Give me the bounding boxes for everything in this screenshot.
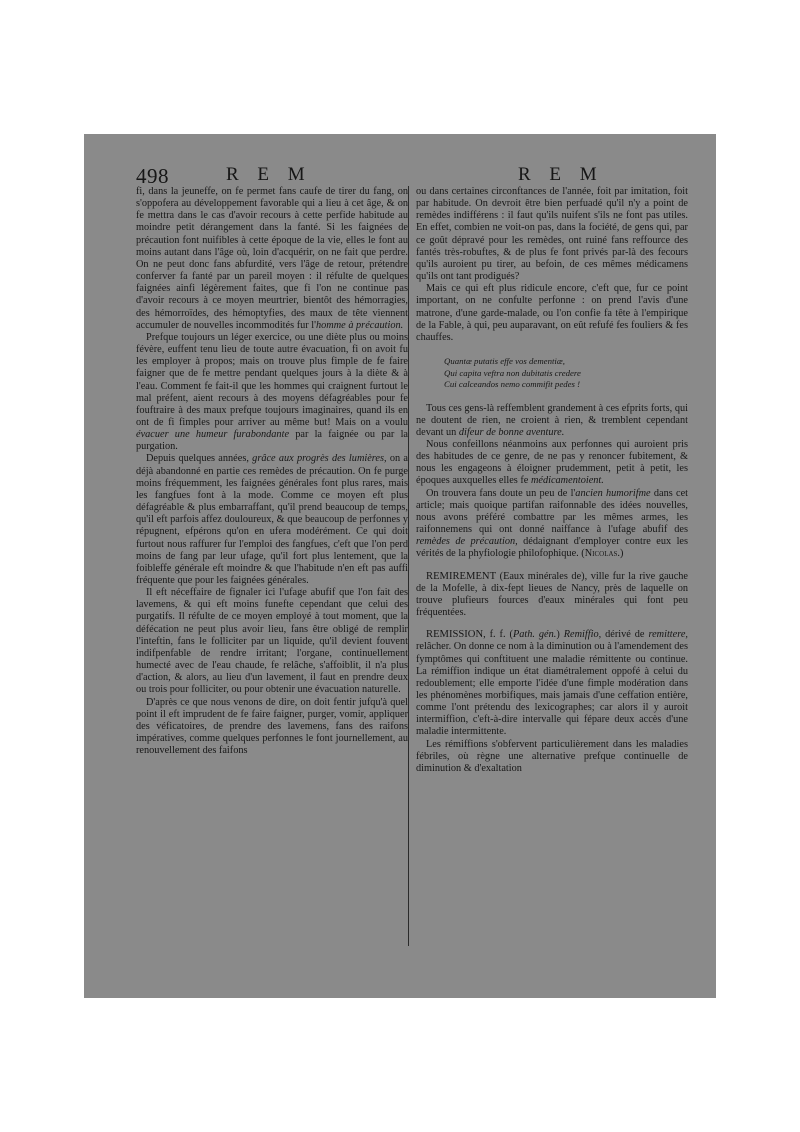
paragraph: Nous confeillons néanmoins aux perfonnes qui auroient pris des habitudes de ce genre, de ne pas y renoncer fubitement, & nous les engageons à éloigner prudemment, petit à petit, les époques auxquelles elles fe médicamentoient. [416, 439, 688, 487]
paragraph: Tous ces gens-là reffemblent grandement à ces efprits forts, qui ne doutent de rien, ne croient à rien, & tremblent cependant devant un difeur de bonne aventure. [416, 402, 688, 438]
verse-line: Cui calceandos nemo commifit pedes ! [444, 379, 581, 390]
scanned-page [84, 134, 716, 998]
running-header-right: R E M [518, 164, 604, 185]
dictionary-entry-remission: REMISSION, f. f. (Path. gén.) Remiffio, dérivé de remittere, relâcher. On donne ce nom à la diminution ou à l'amendement des fymptômes qui conftituent une maladie rémittente ou continue. La rémiffion indique un état diamétralement oppofé à celui du redoublement; elle emporte l'idée d'une fimple modération dans les phénomènes morbifiques, mais jamais d'une ceffation entière, comme l'ont prétendu des lexicographes; car alors il y auroit intermiffion, c'eft-à-dire intervalle qui fépare deux accès d'une maladie intermittente. [416, 629, 689, 738]
left-column [136, 186, 408, 757]
latin-verse [444, 356, 688, 391]
column-divider [408, 186, 409, 946]
running-header-left: R E M [226, 164, 312, 185]
paragraph: Mais ce qui eft plus ridicule encore, c'eft que, fur ce point important, on ne confulte perfonne : on prend l'avis d'une matrone, d'une garde-malade, ou l'on confie fa tête à l'empirique de la Fable, à qui, peu auparavant, on eût refufé fes fouliers & fes chauffes. [416, 283, 688, 343]
dictionary-entry-remirement: REMIREMENT (Eaux minérales de), ville fur la rive gauche de la Mofelle, à dix-fept lieues de Nancy, près de laquelle on trouve plufieurs fources d'eaux minérales qui font peu fréquentées. [416, 570, 688, 619]
verse-line: Qui capita veftra non dubitatis credere [444, 367, 581, 378]
page-content [84, 134, 716, 998]
paragraph: D'après ce que nous venons de dire, on doit fentir jufqu'à quel point il eft imprudent de fe faire faigner, purger, vomir, appliquer des véficatoires, de prendre des lavemens, fans des raifons impératives, comme quelques perfonnes le font journellement, au renouvellement des faifons [136, 696, 408, 757]
page-number: 498 [136, 164, 169, 188]
verse-line: Quantæ putatis effe vos dementiæ, [444, 356, 565, 367]
paragraph: ou dans certaines circonftances de l'année, foit par imitation, foit par habitude. On devroit être bien perfuadé qu'il n'y a point de remèdes indifférens : il faut qu'ils nuifent s'ils ne font pas utiles. En effet, combien ne voit-on pas, dans la fociété, de gens qui, par ce goût dépravé pour les remèdes, ont ruiné fans reffource des fantés très-robuftes, & de plus fe font privés par-là des fecours qu'ils auroient pu tirer, au befoin, de ces mêmes médicamens qu'ils ont tant prodigués? [416, 186, 688, 283]
paragraph: Il eft néceffaire de fignaler ici l'ufage abufif que l'on fait des lavemens, & qui eft moins funefte cependant que celui des purgatifs. Il réfulte de ce moyen employé à tout moment, que la défécation ne peut plus avoir lieu, fans être obligé de remplir l'inteftin, fans le folliciter par un liquide, qu'il devient fouvent indifpenfable de rendre irritant; l'organe, continuellement humecté avec de l'eau chaude, fe relâche, s'affoiblit, il n'a plus d'action, & alors, au lieu d'un lavement, il faut en prendre deux ou trois pour folliciter, ou pour obtenir une évacuation naturelle. [136, 587, 408, 696]
entry-headword: REMISSION [426, 629, 484, 641]
paragraph: Les rémiffions s'obfervent particulièrement dans les maladies fébriles, où règne une alternative prefque continuelle de diminution & d'exaltation [416, 738, 688, 774]
author-signature: Nicolas. [584, 548, 621, 560]
paragraph: Prefque toujours un léger exercice, ou une diète plus ou moins févère, euffent tenu lieu de toute autre évacuation, fi on avoit fu les employer à propos; mais on trouve plus fimple de fe faire faigner que de fe mettre pendant quelques jours à la diète & à l'eau. Comment fe fait-il que les hommes qui craignent furtout le mal préfent, aient recours à des moyens défagréables pour fe fouftraire à des maux prefque toujours imaginaires, quand ils en ont de fi fimples pour arriver au même but! Mais on a voulu évacuer une humeur furabondante par la faignée ou par la purgation. [136, 331, 408, 453]
paragraph: Depuis quelques années, grâce aux progrès des lumières, on a déjà abandonné en partie ces remèdes de précaution. On fe purge moins fréquemment, les faignées générales font plus rares, mais les fangfues font à la mode. Comme ce moyen eft plus défagréable & plus embarraffant, qu'il prend beaucoup de temps, qu'il eft parfois affez douloureux, & que beaucoup de perfonnes y répugnent, efpérons qu'on en ufera modérément. Ce qui doit furtout nous raffurer fur l'emploi des fangfues, c'eft que l'on perd moins de fang par leur ufage, qu'il fort plus lentement, que la foibleffe générale eft moindre & que l'habitude n'en eft pas auffi fréquente que pour les faignées générales. [136, 453, 408, 586]
paragraph: On trouvera fans doute un peu de l'ancien humorifme dans cet article; mais quoique partifan raifonnable des idées nouvelles, nous avons préféré combattre par les mêmes armes, les raifonnemens qui ont donné naiffance à l'ufage abufif des remèdes de précaution, dédaignant d'employer contre eux les vérités de la phyfiologie philofophique. (Nicolas.) [416, 487, 689, 560]
right-column [416, 186, 688, 775]
entry-headword: REMIREMENT [426, 570, 497, 582]
paragraph: fi, dans la jeuneffe, on fe permet fans caufe de tirer du fang, on s'oppofera au développement favorable qui a lieu à cet âge, & on fe mettra dans le cas d'avoir recours à cette perfide habitude au moindre petit dérangement dans la fanté. Si les faignées de précaution font nuifibles à cette époque de la vie, elles le font au moins autant dans l'âge où, loin d'acquérir, on ne fait que perdre. On ne peut donc fans abfurdité, vers l'âge de retour, prétendre conferver fa fanté par un pareil moyen : il réfulte de quelques faignées ainfi légèrement faites, que fi l'on ne continue pas d'avoir recours à ce moyen meurtrier, bientôt des hémorragies, des hémorroïdes, des hémoptyfies, des maux de tête viennent accumuler de nouvelles incommodités fur l'homme à précaution. [136, 186, 408, 331]
